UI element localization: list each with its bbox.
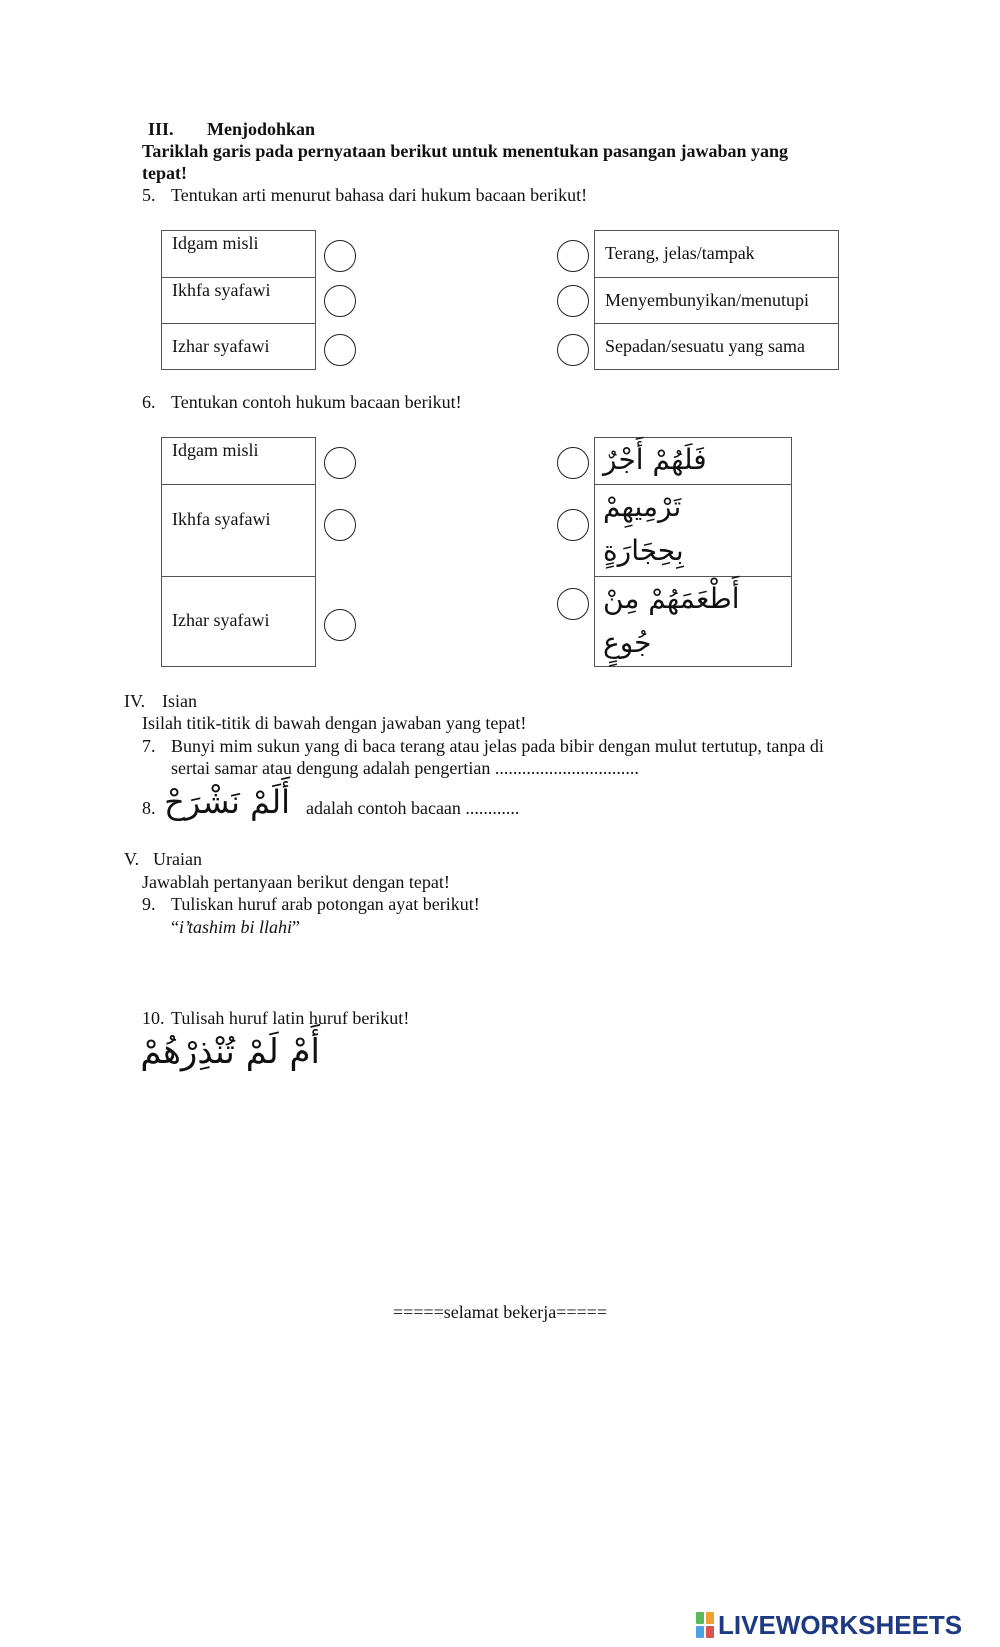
q5-right-item: Terang, jelas/tampak [605,243,755,263]
q6-right-cell-3 [595,576,791,668]
q5-left-item: Idgam misli [172,233,259,253]
q6-arabic-example: بِحِجَارَةٍ [603,534,684,567]
q6-right-circle-3[interactable] [557,588,589,620]
q5-right-circle-1[interactable] [557,240,589,272]
q6-left-circle-2[interactable] [324,509,356,541]
q10-arabic: أَمْ لَمْ تُنْذِرْهُمْ [140,1032,320,1072]
section3-instruction-line1: Tariklah garis pada pernyataan berikut untuk menentukan pasangan jawaban yang [142,141,789,161]
section3-instruction-line2: tepat! [142,163,187,183]
q6-left-circle-3[interactable] [324,609,356,641]
section5-title: Uraian [153,849,202,869]
q5-left-circle-2[interactable] [324,285,356,317]
q9-quote [171,917,300,938]
q5-right-circle-3[interactable] [557,334,589,366]
liveworksheets-logo [696,1610,962,1640]
q10-number: 10. [142,1008,165,1028]
q6-text: Tentukan contoh hukum bacaan berikut! [171,392,462,412]
q7-line1: Bunyi mim sukun yang di baca terang atau jelas pada bibir dengan mulut tertutup, tanpa di [171,736,824,756]
section4-instruction: Isilah titik-titik di bawah dengan jawaban yang tepat! [142,713,527,733]
q5-left-table [161,230,316,370]
q5-text: Tentukan arti menurut bahasa dari hukum bacaan berikut! [171,185,588,205]
q6-right-cell-2 [595,484,791,577]
section4-number: IV. [124,691,146,711]
section4-title: Isian [162,691,197,711]
q6-arabic-example: تَرْمِيهِمْ [603,490,682,523]
q9-quote-open: “ [171,917,179,937]
closing-text: =====selamat bekerja===== [393,1302,607,1322]
q5-number: 5. [142,185,156,205]
q5-left-item: Ikhfa syafawi [162,277,315,323]
q6-left-table [161,437,316,667]
q8-number: 8. [142,798,156,818]
q9-text: Tuliskan huruf arab potongan ayat berikut! [171,894,480,914]
q6-right-circle-2[interactable] [557,509,589,541]
q6-left-item: Izhar syafawi [162,576,315,667]
q8-text: adalah contoh bacaan ............ [306,798,520,818]
q7-line2: sertai samar atau dengung adalah pengertian ................................ [171,758,639,778]
q6-left-circle-1[interactable] [324,447,356,479]
q5-left-circle-1[interactable] [324,240,356,272]
q6-arabic-example: جُوعٍ [603,626,652,659]
q6-right-table [594,437,792,667]
section5-instruction: Jawablah pertanyaan berikut dengan tepat! [142,872,450,892]
q6-arabic-example: أَطْعَمَهُمْ مِنْ [603,582,740,615]
q6-left-item: Idgam misli [172,440,259,460]
q9-quote-text: i’tashim bi llahi [179,917,293,937]
q5-left-circle-3[interactable] [324,334,356,366]
q5-right-circle-2[interactable] [557,285,589,317]
q8-arabic: أَلَمْ نَشْرَحْ [164,783,290,821]
q10-text: Tulisah huruf latin huruf berikut! [171,1008,410,1028]
section3-number: III. [148,119,174,139]
q6-right-circle-1[interactable] [557,447,589,479]
section3-title: Menjodohkan [207,119,316,139]
q6-number: 6. [142,392,156,412]
q9-quote-close: ” [292,917,301,937]
q6-left-item: Ikhfa syafawi [162,484,315,576]
section5-number: V. [124,849,140,869]
q5-left-item: Izhar syafawi [162,323,315,370]
q7-number: 7. [142,736,156,756]
q6-arabic-example: فَلَهُمْ أَجْرٌ [603,443,707,476]
q9-number: 9. [142,894,156,914]
liveworksheets-logo-text: LIVEWORKSHEETS [718,1609,963,1640]
liveworksheets-logo-icon [696,1612,714,1638]
q6-right-cell-1 [595,438,791,484]
q5-right-item: Sepadan/sesuatu yang sama [595,323,838,370]
q5-right-table [594,230,839,370]
q5-right-item: Menyembunyikan/menutupi [595,277,838,323]
